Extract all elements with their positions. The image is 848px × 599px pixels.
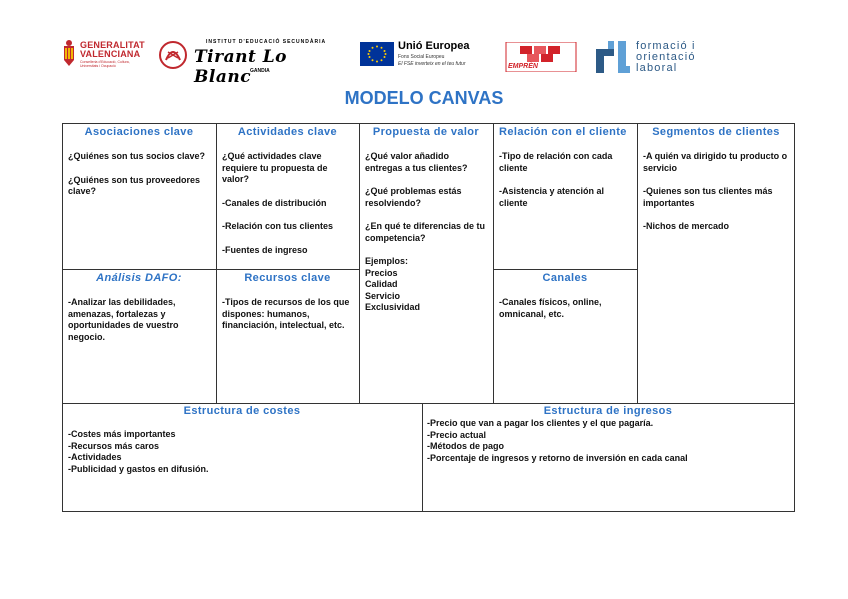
section-text: -Actividades (68, 452, 122, 462)
section-text: -A quién va dirigido tu producto o servicio (643, 151, 788, 173)
section-recursos-clave (216, 271, 359, 332)
section-canales (493, 271, 637, 320)
school-seal-icon (158, 40, 188, 70)
eu-title: Unió Europea (398, 40, 470, 52)
section-segmentos-de-clientes (637, 125, 795, 233)
divider (62, 269, 359, 270)
section-title: Análisis DAFO: (96, 272, 182, 284)
section-text: -Fuentes de ingreso (222, 244, 308, 255)
tb-school-name: Tirant Lo Blanc (194, 47, 288, 87)
section-title: Segmentos de clientes (652, 126, 780, 138)
fol-mark-icon (596, 41, 630, 73)
eu-flag-icon (360, 42, 394, 66)
section-text: -Relación con tus clientes (222, 221, 334, 231)
section-text: -Costes más importantes (68, 429, 176, 439)
section-estructura-de-ingresos (422, 404, 795, 464)
tb-institute-label: INSTITUT D'EDUCACIÓ SECUNDÀRIA (206, 39, 327, 45)
empren-label: EMPRÈN (508, 63, 538, 70)
section-analisis-dafo (62, 271, 216, 343)
section-text: Precios (365, 267, 398, 278)
section-text: ¿Qué actividades clave requiere tu propuesta de valor? (222, 151, 328, 184)
gv-name-line2: VALENCIANA (80, 49, 141, 59)
eu-motto: El FSE inverteix en el teu futur (398, 61, 466, 67)
section-title: Estructura de ingresos (543, 405, 673, 417)
coat-of-arms-icon (62, 40, 76, 68)
tb-city: GANDIA (250, 68, 270, 74)
section-text: ¿Qué problemas estás resolviendo? (365, 186, 462, 208)
section-propuesta-de-valor (359, 125, 493, 314)
gv-subtitle: Conselleria d'Educació, Cultura, Universitats i Ocupació (80, 60, 130, 68)
section-relacion-con-el-cliente (493, 125, 637, 209)
section-estructura-de-costes (62, 404, 422, 475)
page-title: MODELO CANVAS (344, 88, 504, 108)
fol-logo (596, 38, 716, 74)
section-actividades-clave (216, 125, 359, 256)
section-title: Estructura de costes (183, 405, 301, 417)
section-title: Actividades clave (237, 126, 338, 138)
section-text: -Recursos más caros (68, 440, 160, 451)
section-text: -Precio que van a pagar los clientes y el que pagaría. (427, 418, 654, 428)
tirant-lo-blanc-logo (158, 38, 334, 87)
section-text: ¿Quiénes son tus proveedores clave? (68, 174, 201, 196)
fol-word-2: orientació (636, 51, 696, 63)
generalitat-valenciana-logo (62, 38, 144, 74)
section-text: -Quienes son tus clientes más importantes (643, 186, 773, 208)
section-title: Canales (542, 272, 588, 284)
gv-name-line1: GENERALITAT (80, 40, 145, 50)
eu-fund: Fons Social Europeu (398, 54, 445, 60)
section-text: Servicio (365, 290, 401, 301)
section-text: ¿Quiénes son tus socios clave? (68, 151, 206, 161)
section-text: Exclusividad (365, 302, 421, 312)
section-text: ¿Qué valor añadido entregas a tus clientes? (365, 151, 468, 173)
section-text: Calidad (365, 279, 398, 289)
section-text: -Canales físicos, online, omnicanal, etc. (499, 297, 602, 319)
section-asociaciones-clave (62, 125, 216, 198)
section-text: -Porcentaje de ingresos y retorno de inversión en cada canal (427, 452, 688, 463)
section-title: Relación con el cliente (499, 126, 627, 138)
section-title: Recursos clave (244, 272, 331, 284)
section-text: -Canales de distribución (222, 197, 327, 208)
empren-logo (504, 42, 578, 72)
divider (493, 269, 637, 270)
section-text: -Precio actual (427, 429, 487, 440)
union-europea-logo (360, 40, 500, 72)
fol-word-1: formació i (636, 40, 696, 52)
section-text: -Publicidad y gastos en difusión. (68, 463, 209, 474)
section-text: -Tipos de recursos de los que dispones: humanos, financiación, intelectual, etc. (222, 297, 350, 330)
section-text: ¿En qué te diferencias de tu competencia? (365, 221, 486, 243)
section-text: -Analizar las debilidades, amenazas, fortalezas y oportunidades de vuestro negocio. (68, 297, 179, 342)
section-title: Asociaciones clave (84, 126, 194, 138)
section-text: Ejemplos: (365, 256, 409, 266)
section-text: -Asistencia y atención al cliente (499, 186, 605, 208)
fol-word-3: laboral (636, 62, 678, 74)
section-text: -Nichos de mercado (643, 221, 730, 231)
section-title: Propuesta de valor (372, 126, 480, 138)
section-text: -Métodos de pago (427, 441, 504, 451)
section-text: -Tipo de relación con cada cliente (499, 151, 613, 173)
